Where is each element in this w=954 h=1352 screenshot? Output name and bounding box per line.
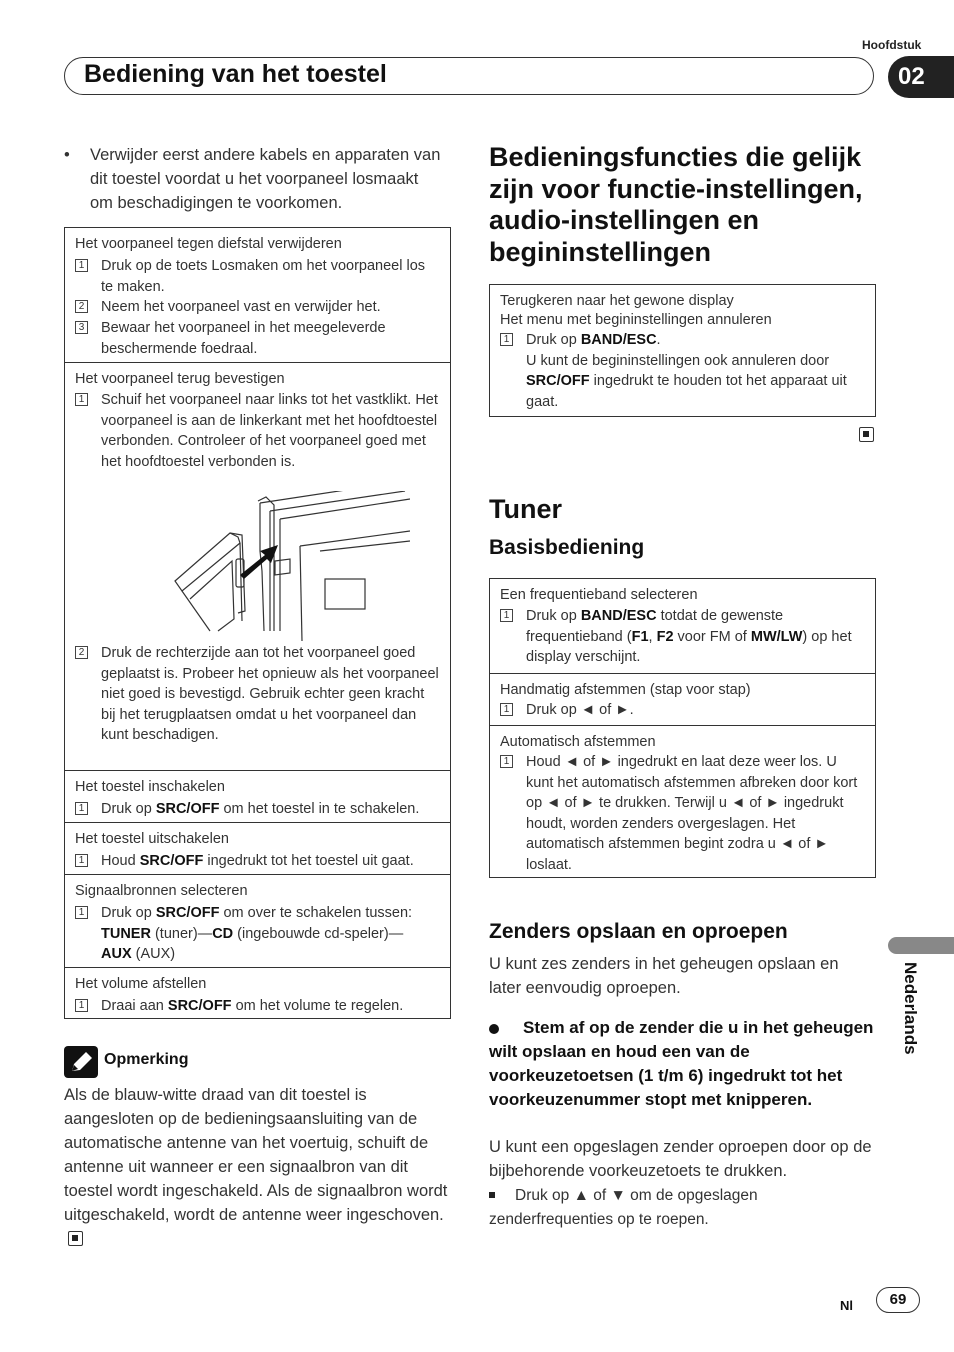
section-title-common-functions: Bedieningsfuncties die gelijk zijn voor functie-instellingen, audio-instellingen en begininstellingen xyxy=(489,142,863,267)
page-title: Bediening van het toestel xyxy=(84,60,387,88)
presets-title: Zenders opslaan en oproepen xyxy=(489,920,788,943)
language-tab xyxy=(888,937,954,954)
table-row-power-on: Het toestel inschakelen 1 Druk op SRC/OFF om het toestel in te schakelen. xyxy=(65,770,450,823)
presets-tip: Druk op ▲ of ▼ om de opgeslagen zenderfrequenties op te roepen. xyxy=(489,1187,758,1228)
table-row-remove: Het voorpaneel tegen diefstal verwijderen 1 Druk op de toets Losmaken om het voorpaneel los te maken. 2 Neem het voorpaneel vast en verwijder het. 3 Bewaar het voorpaneel in het meegeleverde beschermende foedraal. xyxy=(75,236,426,357)
attach-title: Het voorpaneel terug bevestigen xyxy=(75,371,285,387)
bullet-dot-icon: • xyxy=(64,146,70,164)
end-mark-icon xyxy=(859,427,874,442)
tuner-title: Tuner xyxy=(489,494,562,524)
chapter-number-badge: 02 xyxy=(888,56,954,98)
basic-operation-title: Basisbediening xyxy=(489,536,645,559)
pencil-note-icon xyxy=(64,1046,98,1078)
language-label: Nederlands xyxy=(901,962,920,1055)
page-number: 69 xyxy=(876,1287,920,1313)
presets-step: Stem af op de zender die u in het geheugen wilt opslaan en houd een van de voorkeuzetoetsen (1 t/m 6) ingedrukt tot het voorkeuzenummer stopt met knipperen. xyxy=(489,1018,874,1109)
front-panel-table xyxy=(64,227,451,1019)
step-dot-icon xyxy=(489,1024,499,1034)
note-label: Opmerking xyxy=(104,1051,189,1068)
warning-text: Verwijder eerst andere kabels en apparaten van dit toestel voordat u het voorpaneel losmaakt om beschadigingen te voorkomen. xyxy=(90,146,441,212)
table-row-power-off: Het toestel uitschakelen 1 Houd SRC/OFF ingedrukt tot het toestel uit gaat. xyxy=(65,822,450,875)
table-row-auto: Automatisch afstemmen 1 Houd ◄ of ► ingedrukt en laat deze weer los. U kunt het automatisch afstemmen afbreken door kort op ◄ of ► te drukken. Terwijl u ◄ of ► ingedrukt houdt, worden zenders overgeslagen. Het automatisch afstemmen begint zodra u ◄ of ► loslaat. xyxy=(490,725,875,879)
chapter-label: Hoofdstuk xyxy=(862,38,922,52)
presets-recall: U kunt een opgeslagen zender oproepen door op de bijbehorende voorkeuzetoets te drukken. xyxy=(489,1138,872,1180)
table-row-volume: Het volume afstellen 1 Draai aan SRC/OFF om het volume te regelen. xyxy=(65,967,450,1020)
tuner-table xyxy=(489,578,876,878)
front-panel-illustration xyxy=(170,491,410,641)
note-text: Als de blauw-witte draad van dit toestel is aangesloten op de bedieningsaansluiting van de automatische antenne van het voertuig, schuift de antenne uit wanneer er een signaalbron van dit toestel wordt ingeschakeld. Als de signaalbron wordt uitgeschakeld, wordt de antenne weer ingeschoven. xyxy=(64,1083,456,1251)
square-bullet-icon xyxy=(489,1192,495,1198)
table-row-source: Signaalbronnen selecteren 1 Druk op SRC/OFF om over te schakelen tussen: TUNER (tuner)—CD (ingebouwde cd-speler)— AUX (AUX) xyxy=(65,874,450,968)
remove-title: Het voorpaneel tegen diefstal verwijderen xyxy=(75,236,342,252)
presets-intro: U kunt zes zenders in het geheugen opslaan en later eenvoudig oproepen. xyxy=(489,955,839,997)
table-row-band: Een frequentieband selecteren 1 Druk op BAND/ESC totdat de gewenste frequentieband (F1, F2 voor FM of MW/LW) op het display verschijnt. xyxy=(500,587,852,665)
table-row-manual: Handmatig afstemmen (stap voor stap) 1 Druk op ◄ of ►. xyxy=(490,673,875,726)
return-display-table: Terugkeren naar het gewone display Het menu met begininstellingen annuleren 1 Druk op BAND/ESC. U kunt de begininstellingen ook annuleren door SRC/OFF ingedrukt te houden tot het apparaat uit gaat. xyxy=(489,284,876,417)
footer-language: Nl xyxy=(840,1298,853,1313)
end-mark-icon xyxy=(68,1231,83,1246)
table-row-attach: Het voorpaneel terug bevestigen 1 Schuif het voorpaneel naar links tot het vastklikt. Het voorpaneel is aan de linkerkant met het hoofdtoestel verbonden. Controleer of het voorpaneel goed met het hoofdtoestel verbonden is. 2 Druk de rechterzijde aan tot het voorpaneel goed geplaatst is. Probeer het opnieuw als het voorpaneel niet goed is bevestigd. Gebruik echter geen kracht bij het terugplaatsen omdat u het voorpaneel dan kunt beschadigen. xyxy=(65,362,450,771)
